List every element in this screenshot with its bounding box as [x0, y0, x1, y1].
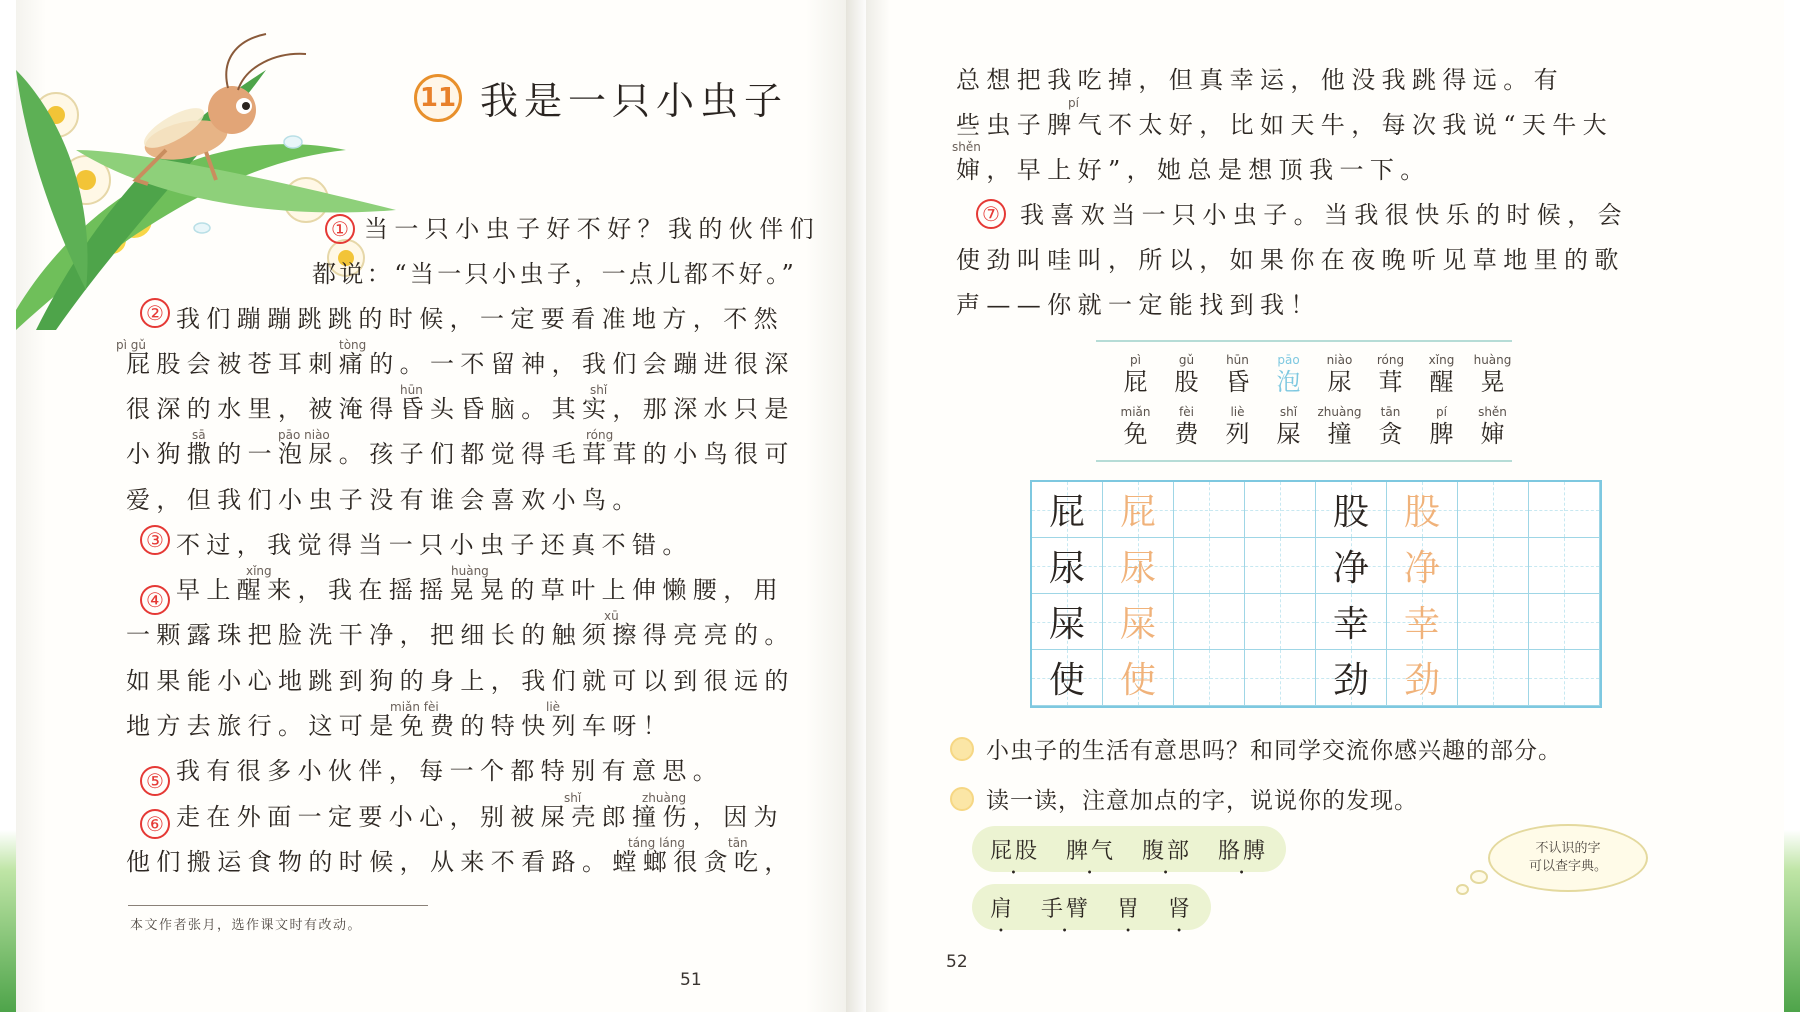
grid-cell-empty[interactable]	[1174, 594, 1245, 650]
pinyin-annotation: tān	[728, 836, 748, 850]
paragraph-number: ③	[140, 525, 170, 555]
new-character	[1416, 404, 1467, 448]
text-line: 我喜欢当一只小虫子。当我很快乐的时候，会	[1020, 201, 1628, 229]
text-line: 一颗露珠把脸洗干净，把细长的触须擦得亮亮的。	[126, 621, 795, 649]
grid-cell-empty[interactable]	[1529, 594, 1600, 650]
pinyin-annotation: róng	[586, 428, 614, 442]
grid-character: 净	[1332, 548, 1369, 589]
grid-cell-empty[interactable]	[1529, 538, 1600, 594]
grid-cell	[1032, 650, 1103, 706]
text-line: 如果能小心地跳到狗的身上，我们就可以到很远的	[126, 667, 795, 695]
exercise-text: 小虫子的生活有意思吗？和同学交流你感兴趣的部分。	[986, 738, 1562, 764]
character-pinyin: niào	[1326, 353, 1353, 367]
exercise-item	[950, 732, 1562, 765]
character-pinyin: shěn	[1478, 405, 1507, 419]
word-item: 肩 •	[990, 892, 1015, 923]
word-item: 胃 •	[1117, 892, 1142, 923]
grid-cell	[1032, 538, 1103, 594]
tip-line: 可以查字典。	[1528, 859, 1607, 874]
character-pinyin: miǎn	[1120, 405, 1151, 419]
new-character	[1263, 404, 1314, 448]
new-character	[1365, 404, 1416, 448]
grid-cell	[1316, 482, 1387, 538]
character-pinyin: pí	[1436, 405, 1447, 419]
text-line: 声——你就一定能找到我！	[956, 291, 1321, 319]
pinyin-annotation: miǎn fèi	[390, 700, 439, 714]
thought-bubble-dot	[1456, 884, 1469, 895]
pinyin-annotation: liè	[546, 700, 561, 714]
word-list	[972, 826, 1286, 872]
character: 股	[1174, 368, 1199, 396]
character-pinyin: zhuàng	[1317, 405, 1362, 419]
grid-character: 屁	[1048, 492, 1085, 533]
exercise-text: 读一读，注意加点的字，说说你的发现。	[986, 788, 1418, 814]
text-line: 小狗撒的一泡尿。孩子们都觉得毛茸茸的小鸟很可	[126, 440, 795, 468]
grid-cell-empty[interactable]	[1245, 650, 1316, 706]
text-line: 走在外面一定要小心，别被屎壳郎撞伤，因为	[176, 803, 784, 831]
grid-cell-empty[interactable]	[1458, 538, 1529, 594]
grid-cell-empty[interactable]	[1529, 482, 1600, 538]
lesson-title-text: 我是一只小虫子	[480, 79, 789, 123]
word-item: 腹部 •	[1142, 834, 1192, 865]
character: 昏	[1225, 368, 1250, 396]
pinyin-annotation: xǐng	[246, 564, 272, 578]
grid-cell-empty[interactable]	[1174, 650, 1245, 706]
new-character	[1416, 352, 1467, 396]
new-character	[1110, 404, 1161, 448]
exercise-bullet-icon	[950, 737, 974, 761]
thought-bubble-dot	[1470, 870, 1488, 884]
paragraph-number: ④	[140, 585, 170, 615]
grid-trace-character: 股	[1403, 492, 1440, 533]
new-character	[1161, 404, 1212, 448]
tip-line: 不认识的字	[1535, 841, 1601, 856]
text-line: 些虫子脾气不太好，比如天牛，每次我说“天牛大	[956, 111, 1614, 139]
text-line: 总想把我吃掉，但真幸运，他没我跳得远。有	[956, 66, 1564, 94]
new-character	[1161, 352, 1212, 396]
pinyin-annotation: huàng	[451, 564, 489, 578]
pinyin-annotation: pāo niào	[278, 428, 330, 442]
grid-cell-empty[interactable]	[1529, 650, 1600, 706]
new-characters-row	[1110, 352, 1518, 396]
character: 屁	[1123, 368, 1148, 396]
new-character	[1212, 404, 1263, 448]
pinyin-annotation: pì gǔ	[116, 338, 146, 352]
character-pinyin: gǔ	[1178, 353, 1195, 367]
grid-cell-empty[interactable]	[1458, 594, 1529, 650]
page-number: 51	[680, 970, 702, 990]
grid-cell	[1387, 482, 1458, 538]
character-pinyin: shǐ	[1279, 405, 1298, 419]
page-number: 52	[946, 952, 968, 972]
pinyin-annotation: táng láng	[628, 836, 686, 850]
grid-trace-character: 使	[1119, 660, 1156, 701]
grid-cell-empty[interactable]	[1174, 482, 1245, 538]
grid-trace-character: 屁	[1119, 492, 1156, 533]
pinyin-annotation: shǐ	[564, 791, 582, 805]
footnote: 本文作者张月，选作课文时有改动。	[130, 918, 363, 933]
pinyin-annotation: pí	[1068, 96, 1079, 110]
text-line: 不过，我觉得当一只小虫子还真不错。	[176, 531, 693, 559]
text-line: 我有很多小伙伴，每一个都特别有意思。	[176, 757, 724, 785]
grid-cell-empty[interactable]	[1245, 482, 1316, 538]
text-line: 我们蹦蹦跳跳的时候，一定要看准地方，不然	[176, 305, 784, 333]
grid-cell-empty[interactable]	[1458, 482, 1529, 538]
grid-cell	[1316, 594, 1387, 650]
character: 泡	[1276, 368, 1301, 396]
text-line: 使劲叫哇叫，所以，如果你在夜晚听见草地里的歌	[956, 246, 1625, 274]
grid-cell-empty[interactable]	[1174, 538, 1245, 594]
new-character	[1314, 352, 1365, 396]
character-pinyin: pì	[1130, 353, 1141, 367]
character: 贪	[1378, 420, 1403, 448]
grid-trace-character: 屎	[1119, 604, 1156, 645]
dictionary-tip-bubble	[1488, 824, 1648, 892]
text-line: 爱，但我们小虫子没有谁会喜欢小鸟。	[126, 486, 643, 514]
grid-character: 劲	[1332, 660, 1369, 701]
character: 免	[1123, 420, 1148, 448]
word-item: 手臂 •	[1041, 892, 1091, 923]
new-character	[1365, 352, 1416, 396]
paragraph-number: ⑦	[976, 199, 1006, 229]
paragraph-number: ⑤	[140, 766, 170, 796]
word-item: 肾 •	[1168, 892, 1193, 923]
new-character-highlighted	[1263, 352, 1314, 396]
character-pinyin: pāo	[1277, 353, 1300, 367]
lesson-number-badge: 11	[414, 74, 462, 122]
character: 尿	[1327, 368, 1352, 396]
character: 列	[1225, 420, 1250, 448]
character-pinyin: róng	[1376, 353, 1405, 367]
text-line: 当一只小虫子好不好？我的伙伴们	[364, 215, 820, 243]
grid-cell	[1316, 650, 1387, 706]
grid-cell-empty[interactable]	[1458, 650, 1529, 706]
grid-cell	[1387, 538, 1458, 594]
character-pinyin: hūn	[1226, 353, 1249, 367]
paragraph-number: ①	[325, 214, 355, 244]
word-list	[972, 884, 1211, 930]
paragraph-number: ⑥	[140, 809, 170, 839]
new-character	[1467, 404, 1518, 448]
text-line: 都说：“当一只小虫子，一点儿都不好。”	[312, 260, 798, 288]
writing-grid	[1030, 480, 1602, 708]
text-line: 屁股会被苍耳刺痛的。一不留神，我们会蹦进很深	[126, 350, 795, 378]
grid-cell	[1387, 594, 1458, 650]
text-line: 很深的水里，被淹得昏头昏脑。其实，那深水只是	[126, 395, 795, 423]
word-item: 屁股 •	[990, 834, 1040, 865]
new-characters-row	[1110, 404, 1518, 448]
grid-trace-character: 幸	[1403, 604, 1440, 645]
text-line: 他们搬运食物的时候，从来不看路。螳螂很贪吃，	[126, 848, 795, 876]
grid-cell	[1032, 482, 1103, 538]
word-item: 胳膊 •	[1218, 834, 1268, 865]
grid-cell-empty[interactable]	[1245, 594, 1316, 650]
pinyin-annotation: sā	[192, 428, 206, 442]
grid-cell	[1316, 538, 1387, 594]
grid-trace-character: 劲	[1403, 660, 1440, 701]
character: 脾	[1429, 420, 1454, 448]
new-character	[1314, 404, 1365, 448]
grid-cell	[1103, 482, 1174, 538]
pinyin-annotation: shǐ	[590, 383, 608, 397]
paragraph-number: ②	[140, 298, 170, 328]
grid-character: 尿	[1048, 548, 1085, 589]
character: 撞	[1327, 420, 1352, 448]
character-pinyin: liè	[1230, 405, 1245, 419]
pinyin-annotation: hūn	[400, 383, 423, 397]
text-line: 早上醒来，我在摇摇晃晃的草叶上伸懒腰，用	[176, 576, 784, 604]
grid-character: 股	[1332, 492, 1369, 533]
character: 费	[1174, 420, 1199, 448]
pinyin-annotation: tòng	[339, 338, 367, 352]
character: 茸	[1378, 368, 1403, 396]
grid-cell	[1032, 594, 1103, 650]
pinyin-annotation: xū	[604, 609, 619, 623]
word-item: 脾气 •	[1066, 834, 1116, 865]
exercise-item	[950, 782, 1418, 815]
grid-cell-empty[interactable]	[1245, 538, 1316, 594]
character-pinyin: fèi	[1179, 405, 1194, 419]
character-pinyin: huàng	[1473, 353, 1512, 367]
pinyin-annotation: shěn	[952, 140, 981, 154]
grid-character: 幸	[1332, 604, 1369, 645]
grid-cell	[1103, 538, 1174, 594]
pinyin-annotation: zhuàng	[642, 791, 687, 805]
grid-character: 屎	[1048, 604, 1085, 645]
character-pinyin: tān	[1380, 405, 1401, 419]
grid-cell	[1103, 594, 1174, 650]
character: 婶	[1480, 420, 1505, 448]
new-character	[1212, 352, 1263, 396]
character-pinyin: xǐng	[1428, 353, 1455, 367]
exercise-bullet-icon	[950, 787, 974, 811]
character: 醒	[1429, 368, 1454, 396]
grid-character: 使	[1048, 660, 1085, 701]
grid-cell	[1387, 650, 1458, 706]
grid-cell	[1103, 650, 1174, 706]
text-line: 婶，早上好”，她总是想顶我一下。	[956, 156, 1431, 184]
character: 屎	[1276, 420, 1301, 448]
grid-trace-character: 净	[1403, 548, 1440, 589]
character: 晃	[1480, 368, 1505, 396]
grid-trace-character: 尿	[1119, 548, 1156, 589]
new-character	[1467, 352, 1518, 396]
new-character	[1110, 352, 1161, 396]
new-characters-box	[1096, 340, 1512, 462]
text-line: 地方去旅行。这可是免费的特快列车呀！	[126, 712, 674, 740]
